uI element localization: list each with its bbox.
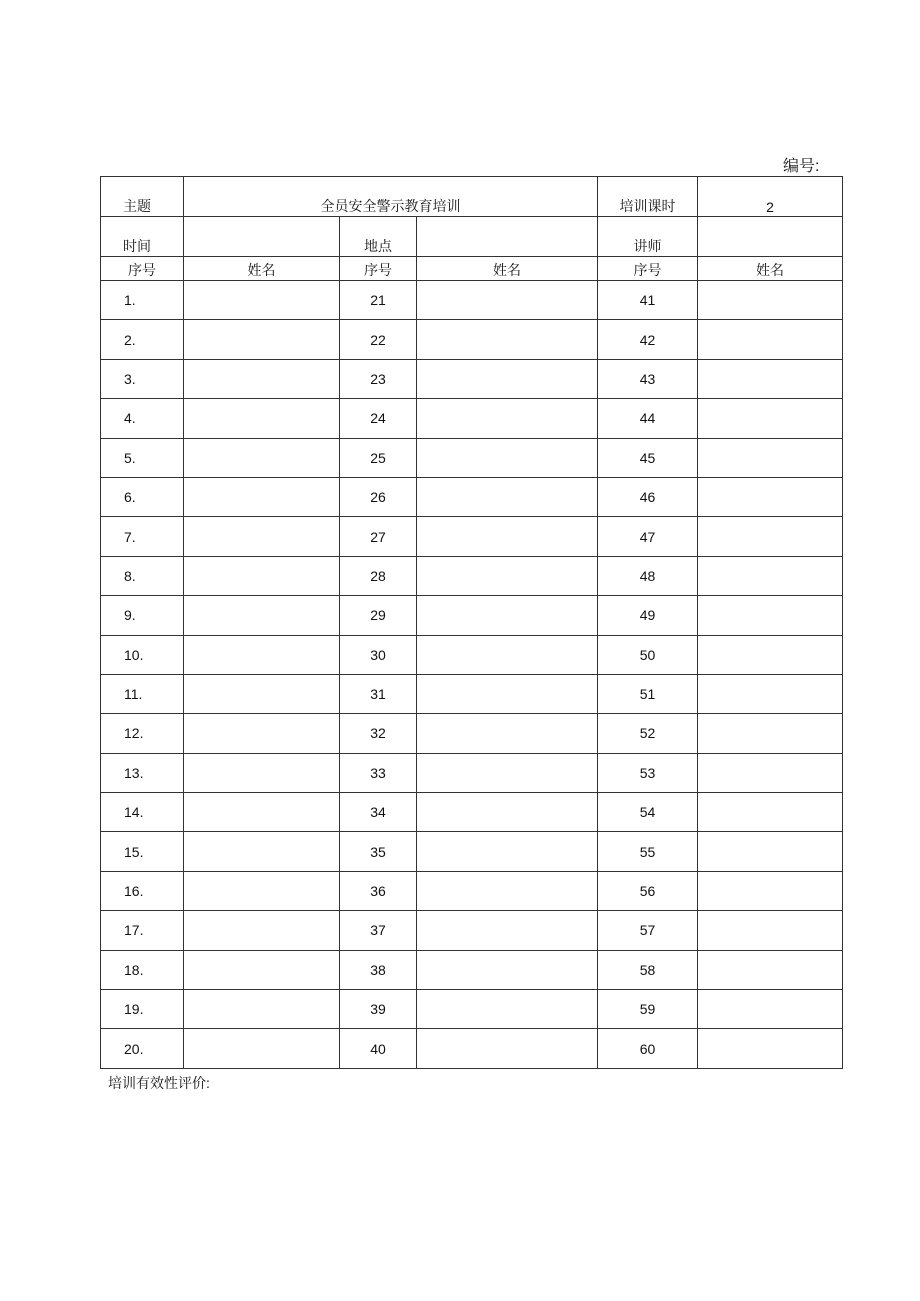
seq-number: 10. (101, 635, 184, 674)
seq-number: 21 (340, 281, 417, 320)
name-cell[interactable] (184, 477, 340, 516)
name-cell[interactable] (698, 320, 843, 359)
name-cell[interactable] (184, 359, 340, 398)
seq-number: 54 (598, 793, 698, 832)
seq-number: 30 (340, 635, 417, 674)
document-number-label: 编号: (783, 158, 820, 175)
table-row (101, 596, 843, 635)
seq-number: 26 (340, 477, 417, 516)
topic-label: 主题 (101, 177, 184, 217)
table-row (101, 714, 843, 753)
column-header-seq: 序号 (340, 257, 417, 281)
name-cell[interactable] (417, 950, 598, 989)
seq-number: 43 (598, 359, 698, 398)
seq-number: 24 (340, 399, 417, 438)
name-cell[interactable] (698, 990, 843, 1029)
seq-number: 45 (598, 438, 698, 477)
name-cell[interactable] (417, 832, 598, 871)
seq-number: 55 (598, 832, 698, 871)
name-cell[interactable] (698, 281, 843, 320)
name-cell[interactable] (184, 911, 340, 950)
table-row (101, 556, 843, 595)
name-cell[interactable] (417, 281, 598, 320)
seq-number: 39 (340, 990, 417, 1029)
column-header-seq: 序号 (598, 257, 698, 281)
seq-number: 1. (101, 281, 184, 320)
seq-number: 13. (101, 753, 184, 792)
table-row (101, 517, 843, 556)
hours-value: 2 (766, 199, 774, 215)
seq-number: 22 (340, 320, 417, 359)
table-row (101, 990, 843, 1029)
table-row (101, 950, 843, 989)
seq-number: 49 (598, 596, 698, 635)
hours-label: 培训课时 (598, 177, 698, 217)
name-cell[interactable] (417, 596, 598, 635)
seq-number: 9. (101, 596, 184, 635)
name-cell[interactable] (417, 556, 598, 595)
name-cell[interactable] (698, 793, 843, 832)
location-label: 地点 (340, 217, 417, 257)
seq-number: 36 (340, 871, 417, 910)
column-header-name: 姓名 (417, 257, 598, 281)
name-cell[interactable] (698, 359, 843, 398)
table-row (101, 1029, 843, 1068)
seq-number: 48 (598, 556, 698, 595)
seq-number: 52 (598, 714, 698, 753)
seq-number: 31 (340, 674, 417, 713)
name-cell[interactable] (417, 1029, 598, 1068)
name-cell[interactable] (698, 438, 843, 477)
name-cell[interactable] (698, 871, 843, 910)
name-cell[interactable] (698, 1029, 843, 1068)
seq-number: 18. (101, 950, 184, 989)
name-cell[interactable] (417, 753, 598, 792)
seq-number: 35 (340, 832, 417, 871)
seq-number: 17. (101, 911, 184, 950)
seq-number: 14. (101, 793, 184, 832)
name-cell[interactable] (184, 635, 340, 674)
name-cell[interactable] (184, 753, 340, 792)
name-cell[interactable] (417, 871, 598, 910)
seq-number: 29 (340, 596, 417, 635)
name-cell[interactable] (184, 714, 340, 753)
table-row (101, 477, 843, 516)
name-cell[interactable] (698, 753, 843, 792)
table-row (101, 399, 843, 438)
column-header-name: 姓名 (184, 257, 340, 281)
seq-number: 32 (340, 714, 417, 753)
evaluation-label: 培训有效性评价: (108, 1075, 210, 1091)
name-cell[interactable] (417, 477, 598, 516)
seq-number: 23 (340, 359, 417, 398)
name-cell[interactable] (417, 359, 598, 398)
seq-number: 50 (598, 635, 698, 674)
name-cell[interactable] (417, 674, 598, 713)
seq-number: 41 (598, 281, 698, 320)
table-row (101, 871, 843, 910)
instructor-value[interactable] (698, 217, 843, 257)
table-row (101, 281, 843, 320)
seq-number: 27 (340, 517, 417, 556)
table-row (101, 832, 843, 871)
seq-number: 37 (340, 911, 417, 950)
name-cell[interactable] (184, 793, 340, 832)
name-cell[interactable] (698, 399, 843, 438)
time-label: 时间 (101, 217, 184, 257)
name-cell[interactable] (698, 635, 843, 674)
name-cell[interactable] (417, 990, 598, 1029)
seq-number: 34 (340, 793, 417, 832)
seq-number: 56 (598, 871, 698, 910)
name-cell[interactable] (698, 674, 843, 713)
seq-number: 20. (101, 1029, 184, 1068)
name-cell[interactable] (184, 596, 340, 635)
seq-number: 7. (101, 517, 184, 556)
instructor-label: 讲师 (598, 217, 698, 257)
name-cell[interactable] (698, 714, 843, 753)
seq-number: 6. (101, 477, 184, 516)
seq-number: 33 (340, 753, 417, 792)
seq-number: 44 (598, 399, 698, 438)
header-row-time (101, 217, 843, 257)
name-cell[interactable] (184, 674, 340, 713)
seq-number: 5. (101, 438, 184, 477)
name-cell[interactable] (184, 950, 340, 989)
name-cell[interactable] (417, 399, 598, 438)
name-cell[interactable] (184, 320, 340, 359)
seq-number: 46 (598, 477, 698, 516)
table-row (101, 911, 843, 950)
seq-number: 8. (101, 556, 184, 595)
name-cell[interactable] (698, 911, 843, 950)
name-cell[interactable] (698, 517, 843, 556)
column-header-name: 姓名 (698, 257, 843, 281)
name-cell[interactable] (184, 832, 340, 871)
header-row-topic (101, 177, 843, 217)
name-cell[interactable] (698, 596, 843, 635)
seq-number: 28 (340, 556, 417, 595)
table-row (101, 438, 843, 477)
name-cell[interactable] (698, 950, 843, 989)
name-cell[interactable] (417, 911, 598, 950)
seq-number: 57 (598, 911, 698, 950)
seq-number: 25 (340, 438, 417, 477)
name-cell[interactable] (417, 438, 598, 477)
seq-number: 59 (598, 990, 698, 1029)
seq-number: 12. (101, 714, 184, 753)
name-cell[interactable] (417, 793, 598, 832)
name-cell[interactable] (417, 635, 598, 674)
seq-number: 47 (598, 517, 698, 556)
seq-number: 38 (340, 950, 417, 989)
table-row (101, 674, 843, 713)
name-cell[interactable] (417, 517, 598, 556)
seq-number: 11. (101, 674, 184, 713)
column-header-seq: 序号 (101, 257, 184, 281)
name-cell[interactable] (184, 556, 340, 595)
attendance-table (100, 176, 843, 1069)
seq-number: 58 (598, 950, 698, 989)
seq-number: 60 (598, 1029, 698, 1068)
seq-number: 51 (598, 674, 698, 713)
seq-number: 19. (101, 990, 184, 1029)
seq-number: 16. (101, 871, 184, 910)
seq-number: 4. (101, 399, 184, 438)
name-cell[interactable] (184, 399, 340, 438)
table-row (101, 359, 843, 398)
table-row (101, 753, 843, 792)
name-cell[interactable] (184, 1029, 340, 1068)
hours-value-cell[interactable] (698, 177, 843, 217)
location-value[interactable] (417, 217, 598, 257)
column-header-row (101, 257, 843, 281)
seq-number: 42 (598, 320, 698, 359)
name-cell[interactable] (417, 714, 598, 753)
seq-number: 40 (340, 1029, 417, 1068)
name-cell[interactable] (184, 990, 340, 1029)
topic-value[interactable]: 全员安全警示教育培训 (184, 177, 598, 217)
name-cell[interactable] (698, 832, 843, 871)
seq-number: 2. (101, 320, 184, 359)
seq-number: 15. (101, 832, 184, 871)
table-row (101, 635, 843, 674)
name-cell[interactable] (184, 517, 340, 556)
table-row (101, 320, 843, 359)
name-cell[interactable] (698, 477, 843, 516)
time-value[interactable] (184, 217, 340, 257)
name-cell[interactable] (184, 281, 340, 320)
name-cell[interactable] (184, 871, 340, 910)
name-cell[interactable] (698, 556, 843, 595)
name-cell[interactable] (184, 438, 340, 477)
table-row (101, 793, 843, 832)
seq-number: 53 (598, 753, 698, 792)
name-cell[interactable] (417, 320, 598, 359)
seq-number: 3. (101, 359, 184, 398)
